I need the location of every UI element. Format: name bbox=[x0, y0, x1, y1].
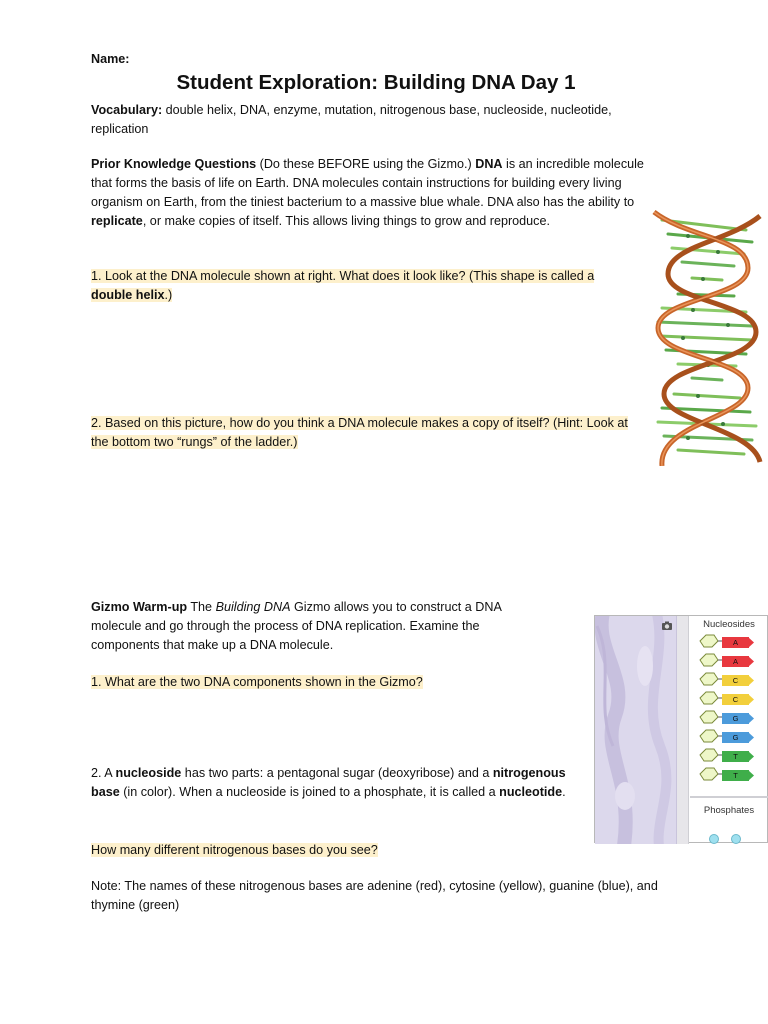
page-title: Student Exploration: Building DNA Day 1 bbox=[176, 71, 576, 94]
cell-membrane-graphic bbox=[595, 616, 677, 844]
nitrogenous-base-label: G bbox=[722, 732, 749, 743]
phosphate-2[interactable] bbox=[731, 834, 741, 844]
question-2-text: 2. Based on this picture, how do you think a DNA molecule makes a copy of itself? (Hint: Look at the bottom two “rungs” of the ladder.) bbox=[91, 416, 628, 449]
phosphates-title: Phosphates bbox=[703, 805, 755, 816]
warmup-question-2 bbox=[91, 764, 581, 802]
wq2-mid-1: has two parts: a pentagonal sugar (deoxyribose) and a bbox=[181, 766, 493, 780]
nitrogenous-base-label: T bbox=[722, 770, 749, 781]
camera-icon[interactable] bbox=[661, 620, 673, 632]
gizmo-warmup-paragraph bbox=[91, 598, 551, 655]
nucleoside-1[interactable] bbox=[698, 633, 760, 649]
wq2-mid-2: (in color). When a nucleoside is joined to a phosphate, it is called a bbox=[119, 785, 500, 799]
warmup-question-1-text: 1. What are the two DNA components shown in the Gizmo? bbox=[91, 675, 423, 689]
wq2-end: . bbox=[562, 785, 566, 799]
name-label: Name: bbox=[91, 52, 130, 66]
nucleoside-5[interactable] bbox=[698, 709, 760, 725]
gizmo-warmup-heading: Gizmo Warm-up bbox=[91, 600, 188, 614]
question-2 bbox=[91, 414, 639, 452]
nucleoside-2[interactable] bbox=[698, 652, 760, 668]
prior-knowledge-heading: Prior Knowledge Questions bbox=[91, 157, 257, 171]
nitrogenous-base-label: A bbox=[722, 656, 749, 667]
dna-double-helix-image bbox=[648, 208, 766, 466]
vocabulary-terms: double helix, DNA, enzyme, mutation, nitrogenous base, nucleoside, nucleotide, replication bbox=[91, 103, 612, 136]
nucleosides-panel bbox=[690, 616, 768, 794]
building-dna-title: Building DNA bbox=[215, 600, 291, 614]
cell-background bbox=[595, 616, 677, 844]
phosphates-panel bbox=[690, 796, 768, 846]
prior-knowledge-text-1: is an incredible molecule that forms the basis of life on Earth. DNA molecules contain instructions for building every living organism on Earth, from the tiniest bacterium to a massive blue whale. DNA also has the ability to bbox=[91, 157, 644, 209]
prior-knowledge-paragraph bbox=[91, 155, 663, 231]
nucleoside-6[interactable] bbox=[698, 728, 760, 744]
gizmo-warmup-text-2: Gizmo allows you to construct a DNA molecule and go through the process of DNA replication. Examine the components that make up a DNA molecule. bbox=[91, 600, 502, 652]
dna-term: DNA bbox=[475, 157, 503, 171]
wq2-start: 2. A bbox=[91, 766, 116, 780]
question-1-end: .) bbox=[164, 288, 173, 302]
nitrogenous-base-label: C bbox=[722, 694, 749, 705]
double-helix-term: double helix bbox=[91, 288, 165, 302]
nucleotide-term: nucleotide bbox=[499, 785, 563, 799]
nucleoside-4[interactable] bbox=[698, 690, 760, 706]
nucleoside-3[interactable] bbox=[698, 671, 760, 687]
nucleoside-8[interactable] bbox=[698, 766, 760, 782]
bases-note: Note: The names of these nitrogenous bases are adenine (red), cytosine (yellow), guanine (blue), and thymine (green) bbox=[91, 879, 658, 912]
nucleosides-title: Nucleosides bbox=[703, 619, 755, 630]
how-many-bases-text: How many different nitrogenous bases do you see? bbox=[91, 843, 378, 857]
gizmo-warmup-text-1: The bbox=[187, 600, 216, 614]
nitrogenous-base-label: G bbox=[722, 713, 749, 724]
question-1 bbox=[91, 267, 639, 305]
nitrogenous-base-label: C bbox=[722, 675, 749, 686]
how-many-bases-question bbox=[91, 841, 378, 860]
nucleoside-7[interactable] bbox=[698, 747, 760, 763]
nitrogenous-base-label: A bbox=[722, 637, 749, 648]
prior-knowledge-text-2: , or make copies of itself. This allows living things to grow and reproduce. bbox=[142, 214, 550, 228]
nitrogenous-base-term: nitrogenous base bbox=[91, 766, 566, 799]
nitrogenous-base-label: T bbox=[722, 751, 749, 762]
question-1-text: 1. Look at the DNA molecule shown at right. What does it look like? (This shape is called a bbox=[91, 269, 595, 283]
panel-divider bbox=[677, 616, 689, 844]
nucleoside-term: nucleoside bbox=[115, 766, 182, 780]
phosphate-1[interactable] bbox=[709, 834, 719, 844]
vocabulary-paragraph bbox=[91, 101, 671, 139]
warmup-question-1 bbox=[91, 673, 423, 692]
gizmo-screenshot bbox=[594, 615, 768, 843]
prior-knowledge-instruction: (Do these BEFORE using the Gizmo.) bbox=[256, 157, 476, 171]
replicate-term: replicate bbox=[91, 214, 143, 228]
vocabulary-label: Vocabulary: bbox=[91, 103, 163, 117]
